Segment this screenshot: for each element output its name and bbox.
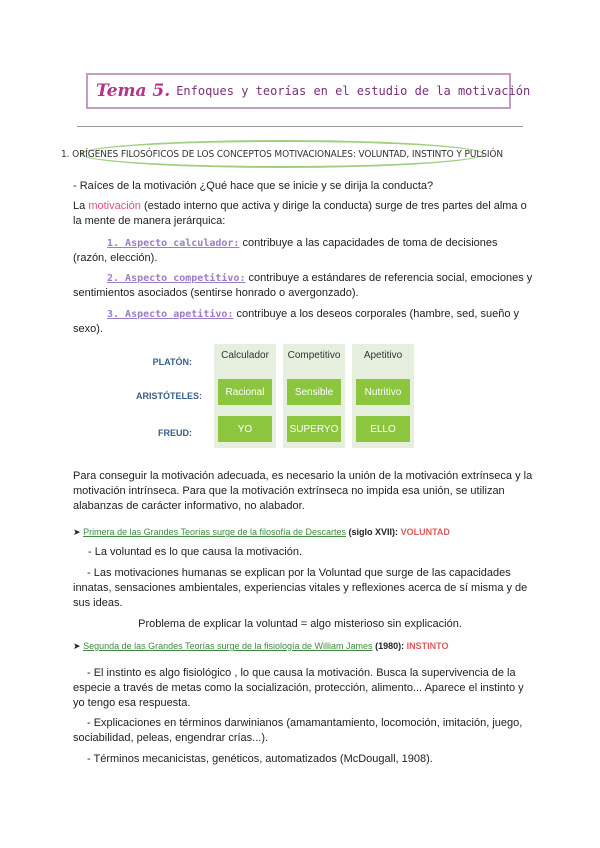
table-cell: SUPERYO	[287, 416, 341, 442]
column-header-2: Competitivo	[287, 350, 341, 361]
topic-title: Enfoques y teorías en el estudio de la motivación	[176, 84, 531, 98]
table-cell: Racional	[218, 379, 272, 405]
column-header-1: Calculador	[221, 350, 269, 361]
instinto-keyword: INSTINTO	[406, 641, 449, 651]
topic-title-box	[86, 73, 531, 109]
table-cell: Nutritivo	[356, 379, 410, 405]
section-heading: 1. ORÍGENES FILOSÓFICOS DE LOS CONCEPTOS MOTIVACIONALES: VOLUNTAD, INSTINTO Y PULSIÓN	[60, 148, 504, 160]
divider-line	[77, 126, 523, 127]
descartes-link[interactable]: Primera de las Grandes Teorías surge de la filosofía de Descartes	[83, 527, 347, 537]
paragraph-roots: - Raíces de la motivación ¿Qué hace que se inicie y se dirija la conducta?	[73, 180, 434, 192]
aspect-item-1: 1. Aspecto calculador: contribuye a las capacidades de toma de decisiones (razón, elección).	[73, 237, 498, 264]
motivation-keyword: motivación	[88, 200, 141, 212]
column-header-3: Apetitivo	[363, 350, 403, 361]
paragraph-instinto-3: - Términos mecanicistas, genéticos, automatizados (McDougall, 1908).	[87, 753, 433, 765]
aspect-item-2: 2. Aspecto competitivo: contribuye a estándares de referencia social, emociones y sentimientos asociados (sentirse honrado o avergonzado).	[73, 272, 533, 299]
row-label-freud: FREUD:	[158, 428, 192, 438]
paragraph-voluntad-2: - Las motivaciones humanas se explican por la Voluntad que surge de las capacidades innatas, sensaciones ambientales, experiencias vitales y reflexiones acerca de sí misma y de sus ideas.	[73, 567, 528, 609]
aspect-3-label: 3. Aspecto apetitivo:	[107, 309, 234, 320]
james-link[interactable]: Segunda de las Grandes Teorías surge de la fisiología de William James	[83, 641, 373, 651]
paragraph-instinto-1: - El instinto es algo fisiológico , lo que causa la motivación. Busca la supervivencia de la especie a través de metas como la socialización, protección, alimento... Aparece el instinto y yo tengo esa respuesta.	[73, 667, 524, 709]
paragraph-motivation: La motivación (estado interno que activa y dirige la conducta) surge de tres partes del alma o la mente de manera jerárquica:	[73, 200, 527, 227]
aspect-2-label: 2. Aspecto competitivo:	[107, 273, 246, 284]
aspect-1-label: 1. Aspecto calculador:	[107, 238, 240, 249]
table-cell: Sensible	[287, 379, 341, 405]
row-label-platon: PLATÓN:	[152, 357, 192, 367]
section-heading-box	[60, 140, 504, 168]
bullet-descartes: ➤ Primera de las Grandes Teorías surge de la filosofía de Descartes (siglo XVII): VOLUNTAD	[73, 527, 450, 537]
bullet-james: ➤ Segunda de las Grandes Teorías surge de la fisiología de William James (1980): INSTINTO	[73, 641, 449, 651]
table-cell: ELLO	[356, 416, 410, 442]
paragraph-instinto-2: - Explicaciones en términos darwinianos (amamantamiento, locomoción, imitación, juego, sociabilidad, peleas, engendrar crías...).	[73, 717, 523, 744]
paragraph-voluntad-1: - La voluntad es lo que causa la motivación.	[88, 546, 303, 558]
table-cell: YO	[218, 416, 272, 442]
topic-number: Tema 5.	[96, 81, 171, 101]
voluntad-keyword: VOLUNTAD	[400, 527, 450, 537]
row-label-aristoteles: ARISTÓTELES:	[135, 391, 202, 401]
aspect-item-3: 3. Aspecto apetitivo: contribuye a los deseos corporales (hambre, sed, sueño y sexo).	[73, 308, 519, 335]
paragraph-problema: Problema de explicar la voluntad = algo misterioso sin explicación.	[138, 618, 462, 630]
paragraph-conseguir: Para conseguir la motivación adecuada, es necesario la unión de la motivación extrínseca y la motivación intrínseca. Para que la motivación extrínseca no impida esa unión, se utilizan alabanzas de carácter informativo, no alabador.	[73, 470, 533, 512]
